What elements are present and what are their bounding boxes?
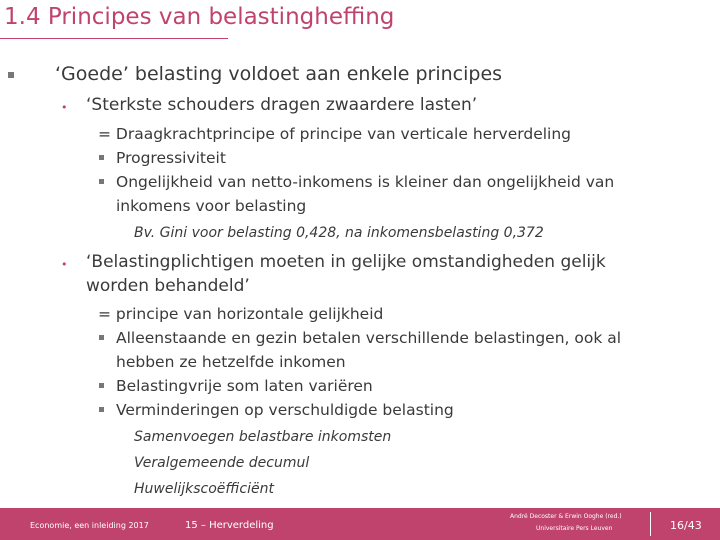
list-item: Verminderingen op verschuldigde belasting: [116, 401, 454, 419]
footer-course: Economie, een inleiding 2017: [30, 521, 149, 530]
definition-1: = Draagkrachtprincipe of principe van verticale herverdeling: [98, 125, 572, 143]
list-item: Progressiviteit: [116, 149, 226, 167]
example-item: Veralgemeende decumul: [134, 455, 310, 471]
list-item: Belastingvrije som laten variëren: [116, 377, 373, 395]
list-item: Alleenstaande en gezin betalen verschillende belastingen, ook al: [116, 329, 622, 347]
definition-2: = principe van horizontale gelijkheid: [98, 305, 384, 323]
sub-heading-2-line-2: worden behandeld’: [86, 276, 250, 296]
sub-heading-2-line-1: ‘Belastingplichtigen moeten in gelijke omstandigheden gelijk: [86, 252, 606, 272]
page-number: 16/43: [670, 519, 702, 532]
list-item-continuation: hebben ze hetzelfde inkomen: [116, 353, 346, 371]
slide-title: 1.4 Principes van belastingheffing: [4, 4, 395, 30]
example-1: Bv. Gini voor belasting 0,428, na inkomensbelasting 0,372: [134, 225, 544, 241]
bullet-dot-icon: •: [61, 101, 68, 114]
title-underline: [0, 38, 228, 39]
square-bullet-icon: [99, 179, 104, 184]
square-bullet-icon: [99, 383, 104, 388]
example-item: Samenvoegen belastbare inkomsten: [134, 429, 392, 445]
footer-bar: [0, 508, 720, 540]
square-bullet-icon: [99, 335, 104, 340]
footer-authors: André Decoster & Erwin Ooghe (red.): [510, 513, 622, 520]
footer-divider: [650, 512, 651, 536]
main-point: ‘Goede’ belasting voldoet aan enkele principes: [55, 63, 503, 85]
square-bullet-icon: [8, 72, 14, 78]
list-item: Ongelijkheid van netto-inkomens is kleiner dan ongelijkheid van: [116, 173, 615, 191]
example-item: Huwelijkscoëfficiënt: [134, 481, 274, 497]
footer-chapter: 15 – Herverdeling: [185, 520, 274, 531]
sub-heading-1: ‘Sterkste schouders dragen zwaardere lasten’: [86, 95, 478, 115]
square-bullet-icon: [99, 155, 104, 160]
bullet-dot-icon: •: [61, 258, 68, 271]
list-item-continuation: inkomens voor belasting: [116, 197, 307, 215]
footer-publisher: Universitaire Pers Leuven: [536, 525, 613, 532]
square-bullet-icon: [99, 407, 104, 412]
